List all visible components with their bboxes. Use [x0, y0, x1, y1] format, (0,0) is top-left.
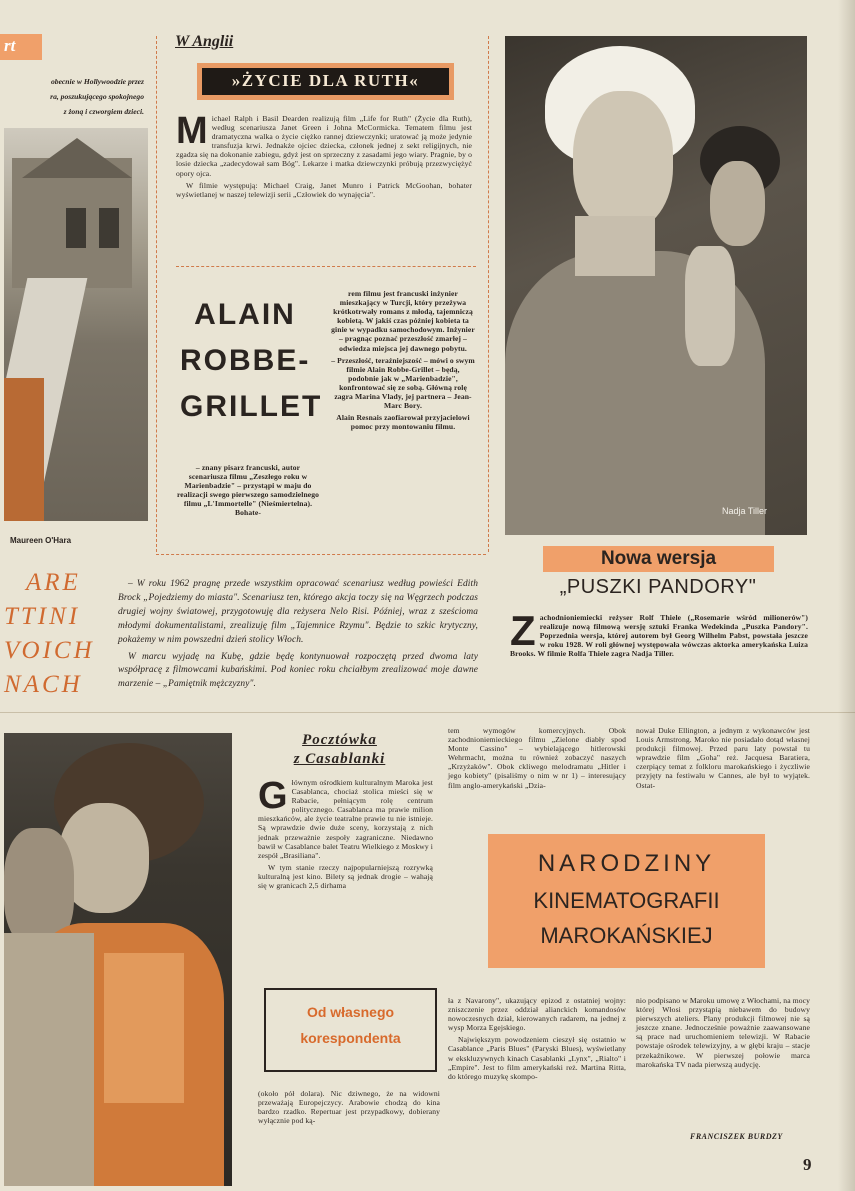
robbe-name-line: GRILLET — [180, 390, 323, 423]
robbe-name-line: ALAIN — [194, 298, 296, 331]
divider — [176, 266, 476, 267]
pandora-title-box — [543, 546, 774, 572]
robbe-intro: – znany pisarz francuski, autor scenariusza filmu „Zeszłego roku w Marienbadzie" – przystąpi w maju do realizacji swego pierwszego samodzielnego filmu „L'Immortelle" (Nieśmiertelna). Bohate- — [176, 463, 320, 518]
maureen-ohara-photo — [4, 128, 148, 521]
casablanca-col3-bottom: nio podpisano w Maroku umowę z Włochami, na mocy której Włosi przystąpią niebawem do budowy pierwszych ateliers. Plany produkcji filmowej nie są jeszcze znane. Jednocześnie poważnie zaawansowane są prace nad uruchomieniem telewizji. W Rabacie powstaje ośrodek telewizyjny, a w głębi kraju – stacje przekaźnikowe. W pierwszej połowie marca marokańska TV nada pierwszą audycję. — [636, 996, 810, 1069]
nadja-tiller-photo — [505, 36, 807, 535]
casablanca-col3-top: nował Duke Ellington, a jednym z wykonawców jest Louis Armstrong. Maroko nie posiadało dotąd własnej produkcji filmowej. Przed paru laty powstał tu wprawdzie film „Goha" reż. Jacquesa Baratiera, czerpiący temat z folkloru marokańskiego i życzliwie przyjęty na festiwalu w Cannes, ale był to wyjątek. Ostat- — [636, 726, 810, 790]
casablanca-paragraph: ła z Navarony", ukazujący epizod z ostatniej wojny: zniszczenie przez oddział alianckich komandosów nowoczesnych dział, kierowanych radarem, na jednej z wysp Morza Egejskiego. — [448, 996, 626, 1033]
heading-fragment: NACH — [4, 671, 83, 698]
lattini-text — [118, 578, 478, 695]
lattini-paragraph: – W roku 1962 pragnę przede wszystkim opracować scenariusz według powieści Edith Brock „Pojedziemy do miasta". Scenariusz ten, którego akcja toczy się na Węgrzech podczas drugiej wojny światowej, przygotowuję dla reżysera Nelo Risi. Później, wraz z sześcioma młodymi dokumentalistami, zrealizuję film „Tajemnice Rzymu". Będzie to szkic krytyczny, pokażemy w nim powszedni dzień stolicy Włoch. — [118, 579, 478, 645]
robbe-col2 — [330, 289, 476, 434]
ruth-title: »ŻYCIE DLA RUTH« — [231, 71, 420, 90]
lattini-paragraph: W marcu wyjadę na Kubę, gdzie będę kontynuował rozpoczętą przed dwoma laty współpracę z filmowcami kubańskimi. Pod koniec roku chciałbym zrealizować moje dawne marzenie – „Pamiętnik mężczyzny". — [118, 651, 478, 690]
left-strip-line: obecnie w Hollywoodzie przez — [50, 77, 144, 86]
correspondent-line-2: korespondenta — [300, 1030, 401, 1046]
robbe-paragraph: Alain Resnais zaofiarował przyjacielowi pomoc przy montowaniu filmu. — [336, 413, 470, 432]
dropcap: Z — [510, 607, 536, 654]
pandora-text: achodnioniemiecki reżyser Rolf Thiele („Rosemarie wśród milionerów") realizuje nową filmową wersję sztuki Franka Wedekinda „Puszka Pandory". Poprzednia wersja, której autorem był Georg Wilhelm Pabst, powstała jeszcze w roku 1928. W roli głównej występowała wówczas aktorka amerykańska Luiza Brooks. W filmie Rolfa Thiele zagra Nadja Tiller. — [510, 613, 808, 659]
casablanca-col2-bottom — [448, 996, 626, 1084]
narodziny-box — [488, 834, 765, 968]
narodziny-line-2: KINEMATOGRAFII — [533, 888, 720, 913]
ruth-paragraph: W filmie występują: Michael Craig, Janet Munro i Patrick McGoohan, bohater wyświetlanej w naszej telewizji serii „Człowiek do wynajęcia". — [176, 180, 472, 199]
correspondent-box — [264, 988, 437, 1072]
pandora-title1: Nowa wersja — [600, 548, 717, 569]
dropcap: M — [176, 110, 208, 152]
narodziny-line-1: NARODZINY — [537, 850, 716, 877]
divider — [0, 712, 855, 713]
ruth-title-box — [197, 63, 454, 100]
casablanca-label-1: Pocztówka — [302, 732, 377, 748]
casablanca-col2-top: tem wymogów komercyjnych. Obok zachodnioniemieckiego filmu „Zielone diabły spod Monte Cassino" – wybielającego hitlerowski Wehrmacht, można tu również zobaczyć naszych „Krzyżaków". Obok ckliwego melodramatu „Hitler i jego kobiety" (pisaliśmy o nim w nr 1) – interesujący film anglo-amerykański „Dzia- — [448, 726, 626, 790]
casablanca-paragraph: łównym ośrodkiem kulturalnym Maroka jest Casablanca, chociaż stolica mieści się w Rabacie, pełniącym rolę centrum politycznego. Casablanca ma prawie milion mieszkańców, ale życie teatralne prawie tu nie istnieje. Są wprawdzie dwie duże sceny, korzystają z nich jednak przeważnie zespoły zagraniczne. Niedawno bawił w Casablance balet Teatru Wielkiego z Moskwy i zespół „Brasiliana". — [258, 778, 433, 860]
left-tag-text: rt — [4, 36, 16, 55]
heading-fragment: TTINI — [4, 603, 81, 630]
author: FRANCISZEK BURDZY — [690, 1132, 783, 1141]
left-tag — [0, 34, 42, 60]
correspondent-line-1: Od własnego — [306, 1004, 395, 1020]
page-number: 9 — [803, 1155, 812, 1174]
heading-fragment: ARE — [26, 569, 81, 596]
narodziny-line-3: MAROKAŃSKIEJ — [540, 923, 713, 948]
casablanca-col1-end: (około pół dolara). Nic dziwnego, że na widowni przeważają Europejczycy. Arabowie chodzą do kina bardzo rzadko. Repertuar jest przypadkowy, dobierany wyłącznie pod ką- — [258, 1089, 440, 1126]
section-label-w-anglii: W Anglii — [175, 33, 234, 50]
pandora-text-block — [510, 607, 808, 661]
divider — [156, 554, 486, 555]
dropcap: G — [258, 775, 288, 817]
left-strip-line: ra, poszukującego spokojnego — [50, 92, 144, 101]
casablanca-label-2: z Casablanki — [293, 751, 386, 767]
robbe-paragraph: – Przeszłość, teraźniejszość – mówi o swym filmie Alain Robbe-Grillet – będą, podobnie jak w „Marienbadzie", konfrontować się ze sobą. Główną rolę zagra Marina Vlady, jej partnera – Jean-Marc Bory. — [331, 355, 475, 411]
lattini-heading — [4, 566, 104, 702]
heading-fragment: VOICH — [4, 637, 95, 664]
casablanca-paragraph: W tym stanie rzeczy najpopularniejszą rozrywką kulturalną jest kino. Bilety są jednak drogie – wahają się w granicach 2,5 dirhama — [258, 862, 433, 891]
robbe-paragraph: rem filmu jest francuski inżynier mieszkający w Turcji, który przeżywa krótkotrwały romans z młodą, tajemniczą kobietą. W jakiś czas później kobieta ta ginie w wypadku samochodowym. Inżynier – pragnąc poznać przeszłość zmarłej – odwiedza miejsca jej dawnego pobytu. — [331, 289, 475, 353]
divider — [488, 36, 489, 552]
ruth-article-text — [176, 110, 472, 202]
robbe-name-line: ROBBE- — [180, 344, 311, 377]
left-strip-text — [4, 74, 144, 119]
nadja-caption: Nadja Tiller — [722, 506, 768, 516]
casablanca-paragraph: Największym powodzeniem cieszył się ostatnio w Casablance „Paris Blues" (Paryski Blues), wyświetlany w ekskluzywnych kinach Casablanki „Lynx", „Rialto" i „Empire". Jest to film amerykański reż. Martina Ritta, do którego muzykę skompo- — [448, 1035, 626, 1081]
ruth-paragraph: ichael Ralph i Basil Dearden realizują film „Life for Ruth" (Życie dla Ruth), według scenariusza Janet Green i Johna McCormicka. Tematem filmu jest dramatyczna walka o życie ciężko rannej dziewczynki; uratować ją może jedynie transfuzja krwi. Jednakże ojciec dziecka, członek jednej z sekt religijnych, nie zgadza się na dokonanie zabiegu, gdyż jest on sprzeczny z zasadami jego wiary. Pragnie, by o losie dziecka „zadecydował sam Bóg". Lekarze i matka dziewczynki próbują przezwyciężyć opory ojca. — [176, 114, 472, 178]
couple-photo — [4, 733, 232, 1186]
casablanca-col1 — [258, 775, 433, 893]
left-strip-line: z żoną i czworgiem dzieci. — [63, 107, 144, 116]
page-edge — [838, 0, 855, 1191]
pandora-title2: „PUSZKI PANDORY" — [559, 576, 757, 598]
divider — [156, 36, 157, 552]
robbe-name — [180, 292, 323, 430]
casablanca-label — [252, 731, 427, 769]
maureen-caption: Maureen O'Hara — [10, 536, 72, 545]
